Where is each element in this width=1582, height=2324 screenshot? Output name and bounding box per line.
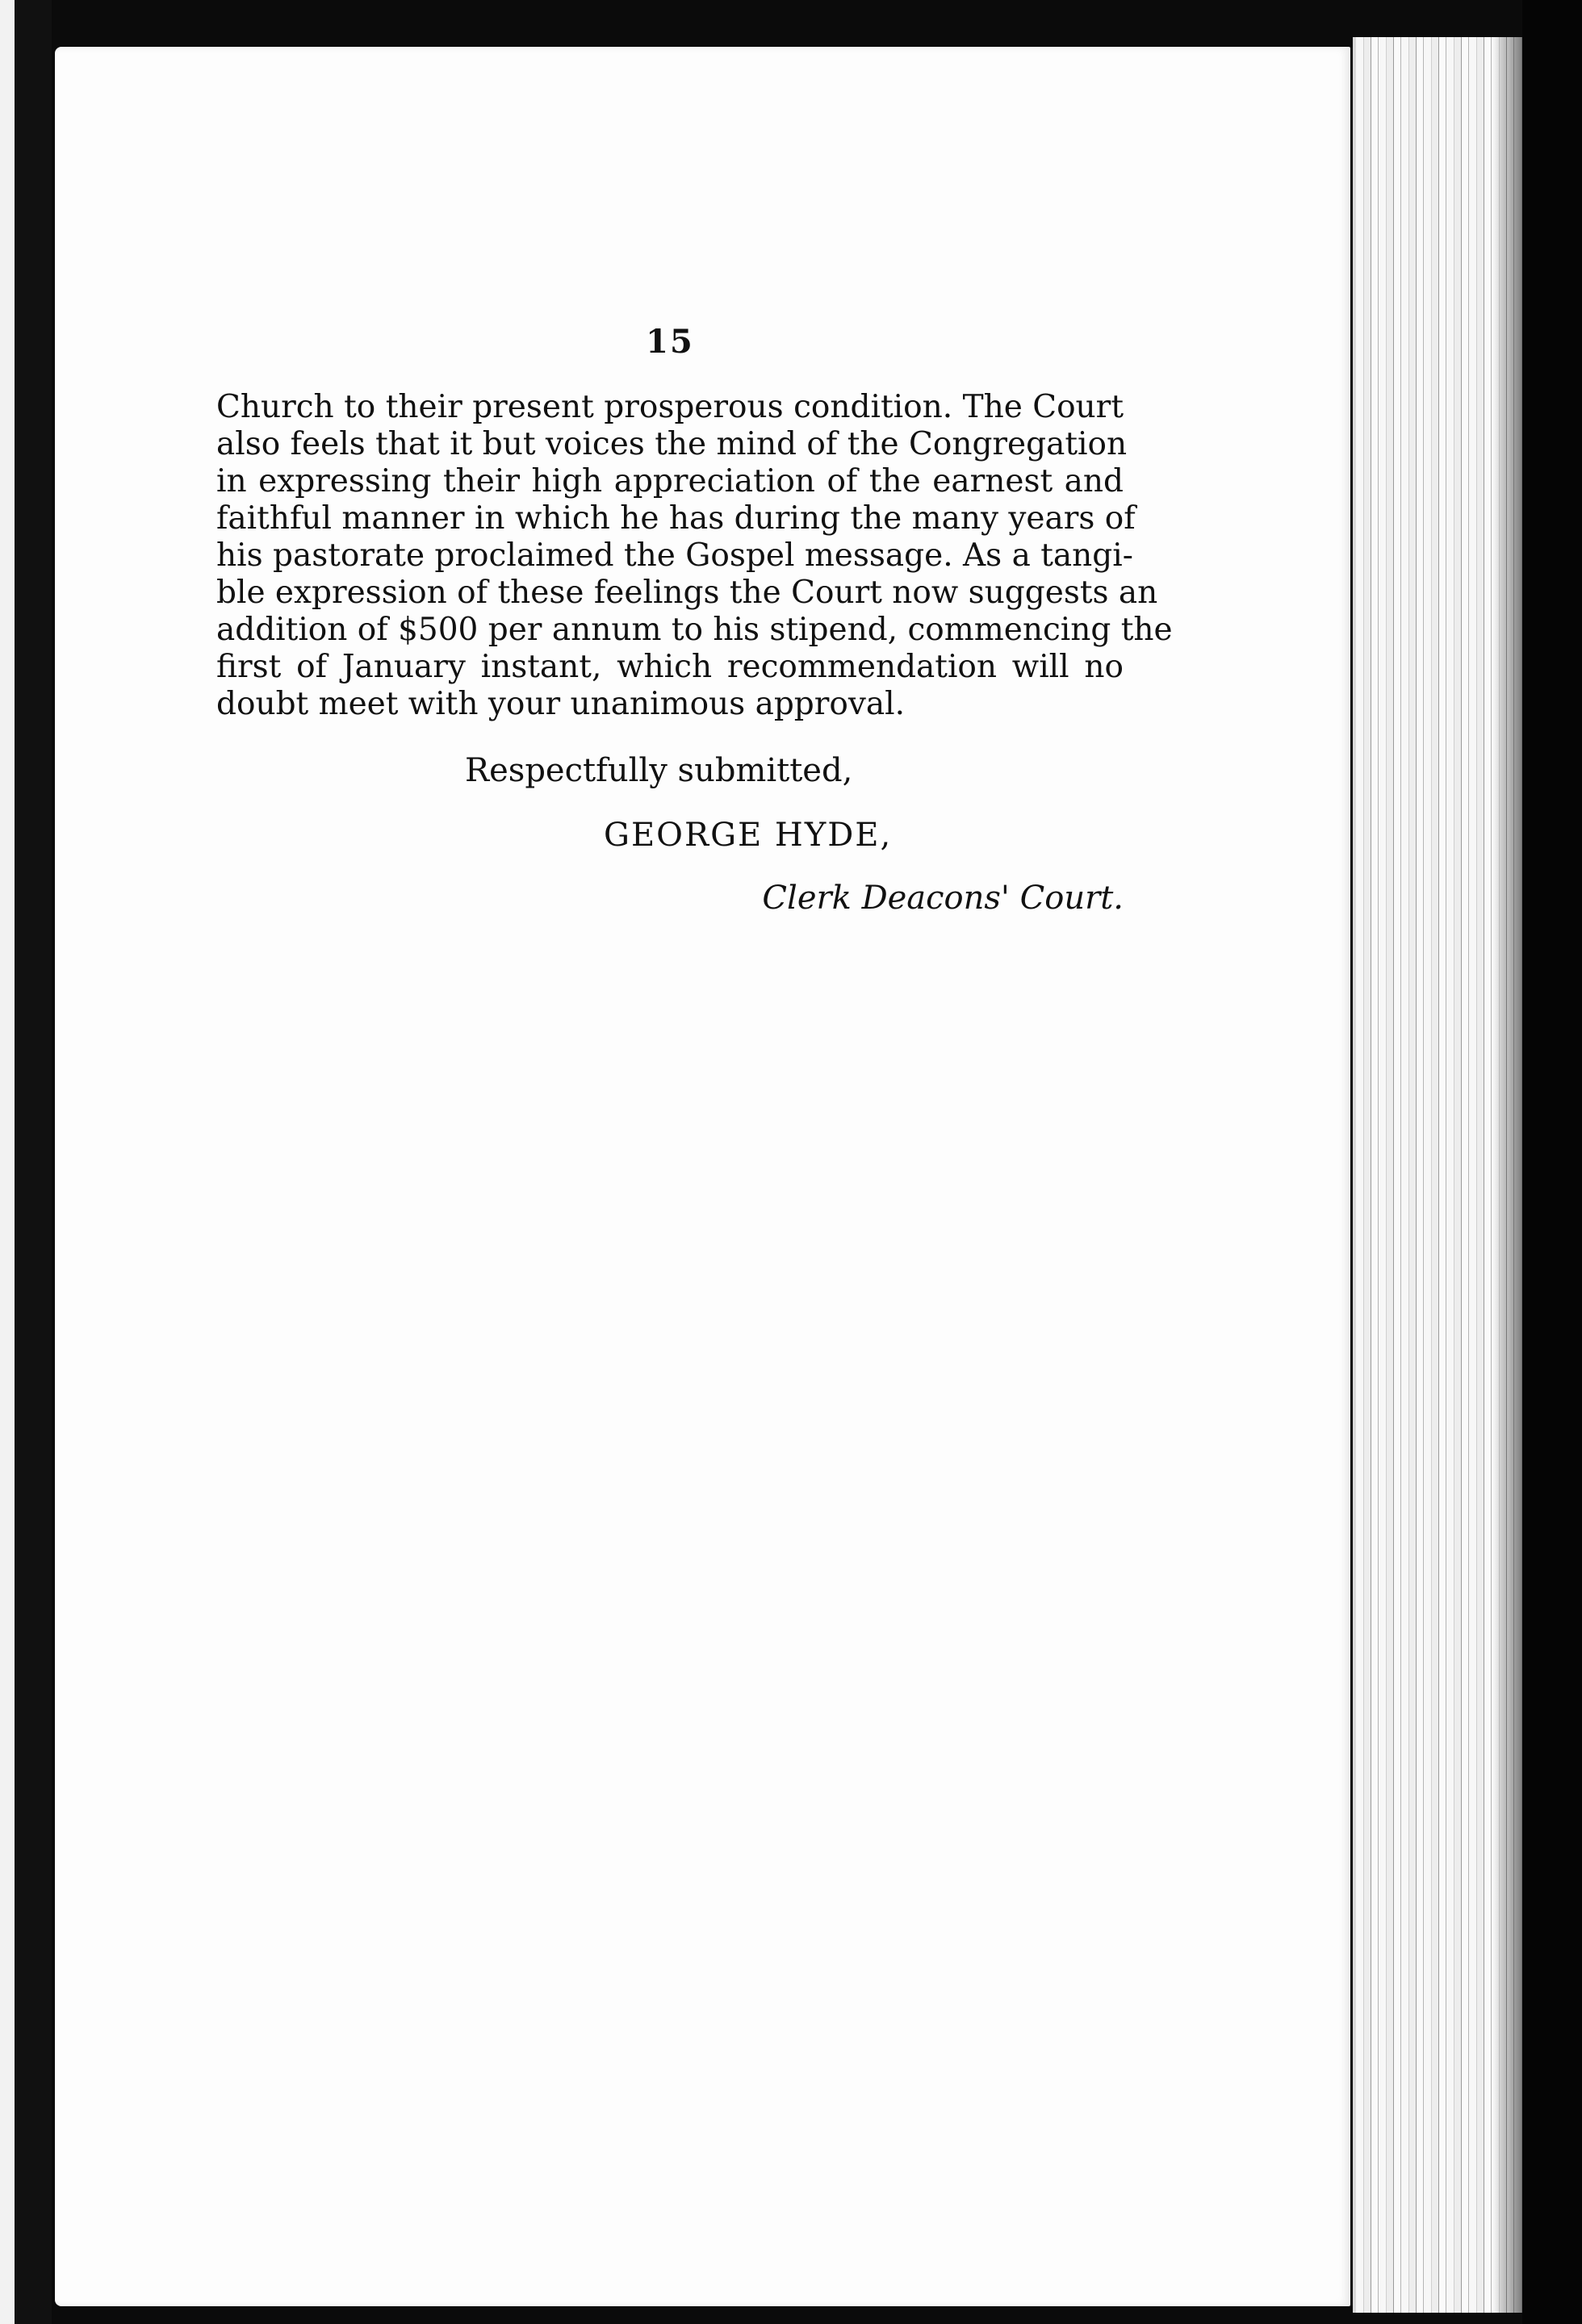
closing-phrase: Respectfully submitted, (465, 752, 853, 789)
page-number: 15 (646, 323, 694, 361)
paragraph-line: also feels that it but voices the mind of the Congregation (216, 426, 1128, 462)
left-page-edge (0, 0, 52, 2324)
paragraph-line: doubt meet with your unanimous approval. (216, 686, 906, 722)
paragraph-line: addition of $500 per annum to his stipend, commencing the (216, 612, 1173, 648)
page-edges-stack (1353, 37, 1526, 2313)
paragraph-line: ble expression of these feelings the Court now suggests an (216, 575, 1158, 611)
paragraph-line: first of January instant, which recommendation will no (216, 649, 1124, 685)
body-paragraph (216, 389, 1173, 723)
scan-right-margin (1522, 0, 1582, 2324)
paragraph-line: faithful manner in which he has during the many years of (216, 500, 1136, 537)
signatory-name: GEORGE HYDE, (604, 817, 893, 854)
paragraph-line: in expressing their high appreciation of the earnest and (216, 463, 1124, 499)
paragraph-line: Church to their present prosperous condition. The Court (216, 389, 1124, 425)
book-page (55, 47, 1350, 2306)
paragraph-line: his pastorate proclaimed the Gospel message. As a tangi- (216, 537, 1133, 574)
signatory-title: Clerk Deacons' Court. (762, 880, 1124, 917)
